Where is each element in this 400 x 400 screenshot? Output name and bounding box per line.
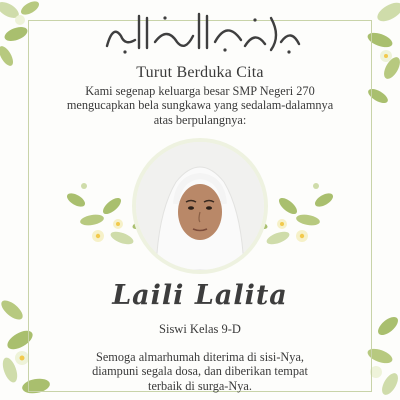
prayer-text [60, 350, 340, 393]
deceased-name: Laili Lalita [112, 280, 288, 311]
prayer-line: diampuni segala dosa, dan diberikan tempat [92, 364, 308, 379]
intro-line: mengucapkan bela sungkawa yang sedalam-dalamnya [66, 98, 334, 113]
portrait-frame [132, 138, 268, 274]
deceased-role: Siswi Kelas 9-D [159, 322, 241, 336]
arabic-calligraphy-graphic [95, 6, 305, 58]
prayer-line: terbaik di surga-Nya. [148, 378, 252, 393]
card-title: Turut Berduka Cita [136, 64, 264, 81]
intro-text [60, 84, 340, 127]
intro-line: atas berpulangnya: [153, 112, 247, 127]
intro-line: Kami segenap keluarga besar SMP Negeri 270 [85, 84, 315, 98]
portrait-image [136, 142, 264, 270]
prayer-line: Semoga almarhumah diterima di sisi-Nya, [96, 350, 304, 364]
portrait-photo [136, 142, 264, 270]
